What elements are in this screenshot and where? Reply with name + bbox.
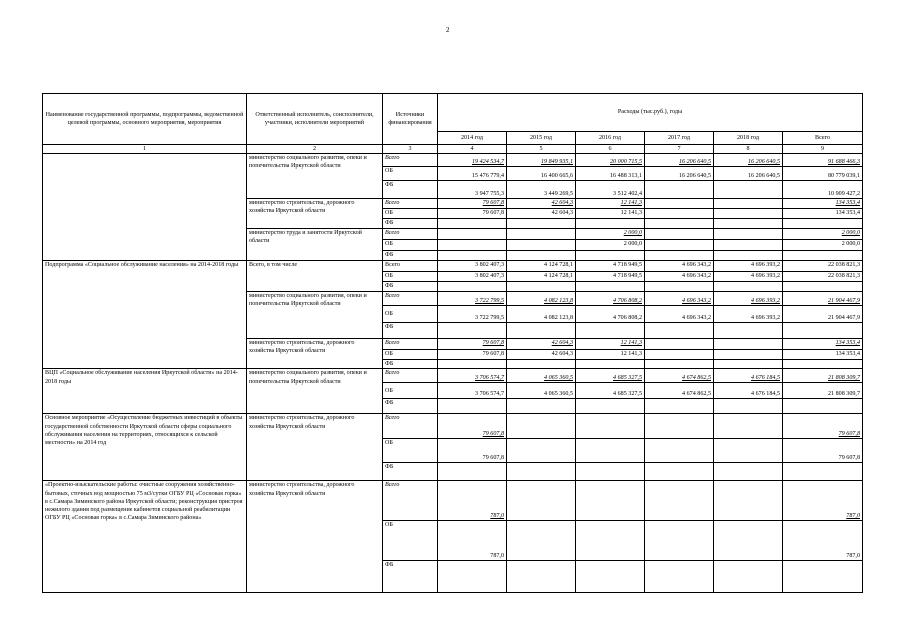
source-cell: ФБ <box>383 219 438 229</box>
value-cell: 134 353,4 <box>783 209 863 219</box>
value-cell: 787,0 <box>783 481 863 521</box>
value-cell: 4 676 184,5 <box>714 383 783 399</box>
source-cell: Всего <box>383 229 438 240</box>
value-cell: 42 604,3 <box>507 350 576 360</box>
value-cell: 3 449 269,5 <box>507 181 576 199</box>
source-cell: ОБ <box>383 350 438 360</box>
value-cell: 16 206 640,5 <box>645 154 714 167</box>
value-cell <box>645 339 714 350</box>
source-cell: ФБ <box>383 282 438 292</box>
value-cell <box>576 282 645 292</box>
value-cell: 2 000,0 <box>783 229 863 240</box>
source-cell: Всего <box>383 199 438 209</box>
value-cell <box>576 463 645 481</box>
value-cell: 4 696 343,2 <box>645 306 714 323</box>
value-cell <box>645 521 714 561</box>
value-cell <box>783 219 863 229</box>
value-cell <box>645 229 714 240</box>
value-cell: 787,0 <box>438 521 507 561</box>
value-cell <box>714 439 783 463</box>
value-cell: 4 674 862,5 <box>645 369 714 383</box>
value-cell <box>507 219 576 229</box>
value-cell <box>714 561 783 593</box>
value-cell <box>783 561 863 593</box>
value-cell <box>714 199 783 209</box>
value-cell: 4 696 393,2 <box>714 306 783 323</box>
col-number: 3 <box>383 145 438 154</box>
value-cell <box>507 399 576 414</box>
value-cell: 3 722 799,5 <box>438 306 507 323</box>
source-cell: ОБ <box>383 240 438 251</box>
value-cell: 42 604,3 <box>507 209 576 219</box>
col-number: 1 <box>43 145 247 154</box>
value-cell: 4 124 728,1 <box>507 272 576 282</box>
header-year: 2014 год <box>438 132 507 145</box>
value-cell <box>645 251 714 261</box>
header-total: Всего <box>783 132 863 145</box>
value-cell: 4 696 393,2 <box>714 261 783 272</box>
value-cell: 4 706 808,2 <box>576 306 645 323</box>
value-cell: 19 849 935,1 <box>507 154 576 167</box>
value-cell: 12 141,3 <box>576 199 645 209</box>
value-cell: 16 206 640,5 <box>714 167 783 181</box>
executor-cell: министерство строительства, дорожного хозяйства Иркутской области <box>247 414 383 481</box>
value-cell <box>783 323 863 339</box>
header-source: Источники финансирования <box>383 94 438 145</box>
value-cell <box>507 282 576 292</box>
value-cell <box>714 229 783 240</box>
header-year: 2015 год <box>507 132 576 145</box>
value-cell <box>438 399 507 414</box>
value-cell: 4 685 327,5 <box>576 369 645 383</box>
page-number: 2 <box>446 26 450 34</box>
value-cell: 3 512 402,4 <box>576 181 645 199</box>
value-cell <box>714 350 783 360</box>
value-cell: 787,0 <box>783 521 863 561</box>
header-executor: Ответственный исполнитель, соисполнители, участники, исполнители мероприятий <box>247 94 383 145</box>
value-cell: 79 607,8 <box>783 439 863 463</box>
value-cell <box>438 240 507 251</box>
value-cell <box>438 282 507 292</box>
value-cell <box>438 219 507 229</box>
value-cell <box>645 463 714 481</box>
value-cell: 21 904 467,9 <box>783 306 863 323</box>
value-cell: 21 808 309,7 <box>783 369 863 383</box>
value-cell <box>714 251 783 261</box>
value-cell <box>576 481 645 521</box>
executor-cell: Всего, в том числе <box>247 261 383 292</box>
value-cell <box>645 181 714 199</box>
value-cell <box>714 414 783 439</box>
value-cell <box>576 323 645 339</box>
value-cell: 4 065 360,5 <box>507 369 576 383</box>
source-cell: ФБ <box>383 399 438 414</box>
source-cell: ОБ <box>383 272 438 282</box>
source-cell: ОБ <box>383 439 438 463</box>
value-cell: 134 353,4 <box>783 199 863 209</box>
value-cell <box>576 561 645 593</box>
source-cell: ОБ <box>383 521 438 561</box>
source-cell: Всего <box>383 369 438 383</box>
value-cell <box>783 399 863 414</box>
value-cell <box>714 240 783 251</box>
value-cell <box>645 439 714 463</box>
value-cell: 19 424 534,7 <box>438 154 507 167</box>
value-cell: 134 353,4 <box>783 350 863 360</box>
source-cell: ФБ <box>383 463 438 481</box>
value-cell: 4 674 862,5 <box>645 383 714 399</box>
value-cell <box>645 323 714 339</box>
value-cell: 3 802 407,3 <box>438 261 507 272</box>
source-cell: Всего <box>383 414 438 439</box>
value-cell: 787,0 <box>438 481 507 521</box>
value-cell <box>714 481 783 521</box>
source-cell: ОБ <box>383 209 438 219</box>
value-cell: 2 000,0 <box>783 240 863 251</box>
value-cell: 2 000,0 <box>576 240 645 251</box>
value-cell: 4 696 343,2 <box>645 292 714 306</box>
value-cell <box>576 439 645 463</box>
value-cell: 42 604,3 <box>507 339 576 350</box>
value-cell: 4 124 728,1 <box>507 261 576 272</box>
value-cell: 42 604,3 <box>507 199 576 209</box>
value-cell: 10 909 427,2 <box>783 181 863 199</box>
value-cell: 22 038 821,3 <box>783 261 863 272</box>
value-cell <box>783 463 863 481</box>
value-cell: 12 141,3 <box>576 209 645 219</box>
value-cell <box>576 219 645 229</box>
value-cell <box>645 240 714 251</box>
value-cell: 79 607,8 <box>438 414 507 439</box>
value-cell <box>714 399 783 414</box>
value-cell: 21 808 309,7 <box>783 383 863 399</box>
source-cell: Всего <box>383 154 438 167</box>
source-cell: Всего <box>383 339 438 350</box>
value-cell: 79 607,8 <box>438 350 507 360</box>
source-cell: ФБ <box>383 181 438 199</box>
header-name: Наименование государственной программы, подпрограммы, ведомственной целевой программы, основного мероприятия, мероприятия <box>43 94 247 145</box>
executor-cell: министерство строительства, дорожного хозяйства Иркутской области <box>247 481 383 593</box>
value-cell <box>576 414 645 439</box>
value-cell: 16 488 313,1 <box>576 167 645 181</box>
main-event-name: Основное мероприятие «Осуществление бюджетных инвестиций в объекты государственной собственности Иркутской области сферы социального обслуживания населения на территориях, относящихся к сельской местности» на 2014 год <box>43 414 247 481</box>
executor-cell: министерство социального развития, опеки и попечительства Иркутской области <box>247 369 383 414</box>
source-cell: ОБ <box>383 383 438 399</box>
source-cell: Всего <box>383 481 438 521</box>
value-cell <box>507 360 576 369</box>
value-cell: 4 696 393,2 <box>714 272 783 282</box>
value-cell <box>438 463 507 481</box>
value-cell <box>507 251 576 261</box>
value-cell <box>645 561 714 593</box>
value-cell <box>714 323 783 339</box>
source-cell: Всего <box>383 292 438 306</box>
source-cell: ФБ <box>383 323 438 339</box>
value-cell <box>714 219 783 229</box>
value-cell <box>714 209 783 219</box>
col-number: 9 <box>783 145 863 154</box>
expenditure-table <box>42 93 863 593</box>
value-cell: 3 706 574,7 <box>438 383 507 399</box>
value-cell: 3 722 799,5 <box>438 292 507 306</box>
executor-cell: министерство строительства, дорожного хозяйства Иркутской области <box>247 199 383 229</box>
value-cell <box>645 350 714 360</box>
source-cell: ОБ <box>383 306 438 323</box>
value-cell <box>645 414 714 439</box>
value-cell: 79 607,8 <box>438 209 507 219</box>
value-cell <box>783 251 863 261</box>
value-cell <box>783 282 863 292</box>
col-number: 7 <box>645 145 714 154</box>
subprogram-name: Подпрограмма «Социальное обслуживание населения» на 2014-2018 годы <box>43 261 247 369</box>
value-cell <box>576 521 645 561</box>
value-cell <box>645 199 714 209</box>
value-cell: 4 065 360,5 <box>507 383 576 399</box>
value-cell: 3 802 407,3 <box>438 272 507 282</box>
value-cell <box>714 181 783 199</box>
header-year: 2016 год <box>576 132 645 145</box>
executor-cell: министерство строительства, дорожного хозяйства Иркутской области <box>247 339 383 369</box>
name-cell-empty <box>43 154 247 261</box>
value-cell: 16 206 640,5 <box>645 167 714 181</box>
value-cell <box>714 339 783 350</box>
header-expenses: Расходы (тыс.руб.), годы <box>438 94 863 132</box>
value-cell: 4 696 343,2 <box>645 261 714 272</box>
value-cell <box>507 463 576 481</box>
value-cell: 80 779 039,1 <box>783 167 863 181</box>
value-cell: 79 607,8 <box>438 199 507 209</box>
value-cell <box>507 561 576 593</box>
value-cell <box>714 463 783 481</box>
source-cell: ОБ <box>383 167 438 181</box>
value-cell: 91 688 466,3 <box>783 154 863 167</box>
value-cell: 3 706 574,7 <box>438 369 507 383</box>
value-cell <box>507 521 576 561</box>
col-number: 2 <box>247 145 383 154</box>
source-cell: Всего <box>383 261 438 272</box>
value-cell: 12 141,3 <box>576 350 645 360</box>
executor-cell: министерство социального развития, опеки и попечительства Иркутской области <box>247 292 383 339</box>
executor-cell: министерство социального развития, опеки и попечительства Иркутской области <box>247 154 383 199</box>
value-cell: 4 082 123,8 <box>507 306 576 323</box>
value-cell <box>507 439 576 463</box>
value-cell <box>507 240 576 251</box>
value-cell: 4 685 327,5 <box>576 383 645 399</box>
value-cell <box>576 251 645 261</box>
value-cell <box>714 521 783 561</box>
value-cell <box>438 229 507 240</box>
vcp-name: ВЦП «Социальное обслуживание населения Иркутской области» на 2014-2018 годы <box>43 369 247 414</box>
value-cell <box>645 219 714 229</box>
project-name: «Проектно-изыскательские работы: очистные сооружения хозяйственно-бытовых, сточных вод мощностью 75 м3/сутки ОГБУ РЦ «Сосновая горка» в с.Самара Зиминского района Иркутской области; реконструкция пристроя нежилого здания под размещение кабинетов социальной реабилитации ОГБУ РЦ «Сосновая горка» в с.Самара Зиминского района» <box>43 481 247 593</box>
value-cell: 79 607,8 <box>783 414 863 439</box>
value-cell: 12 141,3 <box>576 339 645 350</box>
value-cell <box>576 360 645 369</box>
value-cell: 79 607,8 <box>438 339 507 350</box>
value-cell <box>438 323 507 339</box>
value-cell: 4 718 949,5 <box>576 272 645 282</box>
col-number: 8 <box>714 145 783 154</box>
value-cell <box>714 282 783 292</box>
col-number: 4 <box>438 145 507 154</box>
value-cell <box>507 229 576 240</box>
value-cell: 4 718 949,5 <box>576 261 645 272</box>
value-cell: 3 947 755,3 <box>438 181 507 199</box>
value-cell <box>645 209 714 219</box>
value-cell: 4 676 184,5 <box>714 369 783 383</box>
executor-cell: министерство труда и занятости Иркутской области <box>247 229 383 261</box>
value-cell: 2 000,0 <box>576 229 645 240</box>
source-cell: ФБ <box>383 561 438 593</box>
value-cell: 16 206 640,5 <box>714 154 783 167</box>
value-cell <box>507 323 576 339</box>
value-cell <box>576 399 645 414</box>
value-cell: 4 696 393,2 <box>714 292 783 306</box>
value-cell <box>645 481 714 521</box>
value-cell <box>645 360 714 369</box>
value-cell <box>507 481 576 521</box>
value-cell <box>783 360 863 369</box>
value-cell: 4 082 123,8 <box>507 292 576 306</box>
value-cell <box>714 360 783 369</box>
value-cell <box>645 399 714 414</box>
value-cell: 15 476 779,4 <box>438 167 507 181</box>
value-cell <box>438 561 507 593</box>
value-cell: 79 607,8 <box>438 439 507 463</box>
header-year: 2017 год <box>645 132 714 145</box>
value-cell: 21 904 467,9 <box>783 292 863 306</box>
source-cell: ФБ <box>383 360 438 369</box>
value-cell: 134 353,4 <box>783 339 863 350</box>
value-cell: 16 400 665,6 <box>507 167 576 181</box>
value-cell <box>645 282 714 292</box>
value-cell: 22 038 821,3 <box>783 272 863 282</box>
value-cell <box>507 414 576 439</box>
value-cell: 4 696 343,2 <box>645 272 714 282</box>
value-cell <box>438 251 507 261</box>
col-number: 5 <box>507 145 576 154</box>
source-cell: ФБ <box>383 251 438 261</box>
value-cell <box>438 360 507 369</box>
value-cell: 20 000 715,5 <box>576 154 645 167</box>
col-number: 6 <box>576 145 645 154</box>
value-cell: 4 706 808,2 <box>576 292 645 306</box>
header-year: 2018 год <box>714 132 783 145</box>
